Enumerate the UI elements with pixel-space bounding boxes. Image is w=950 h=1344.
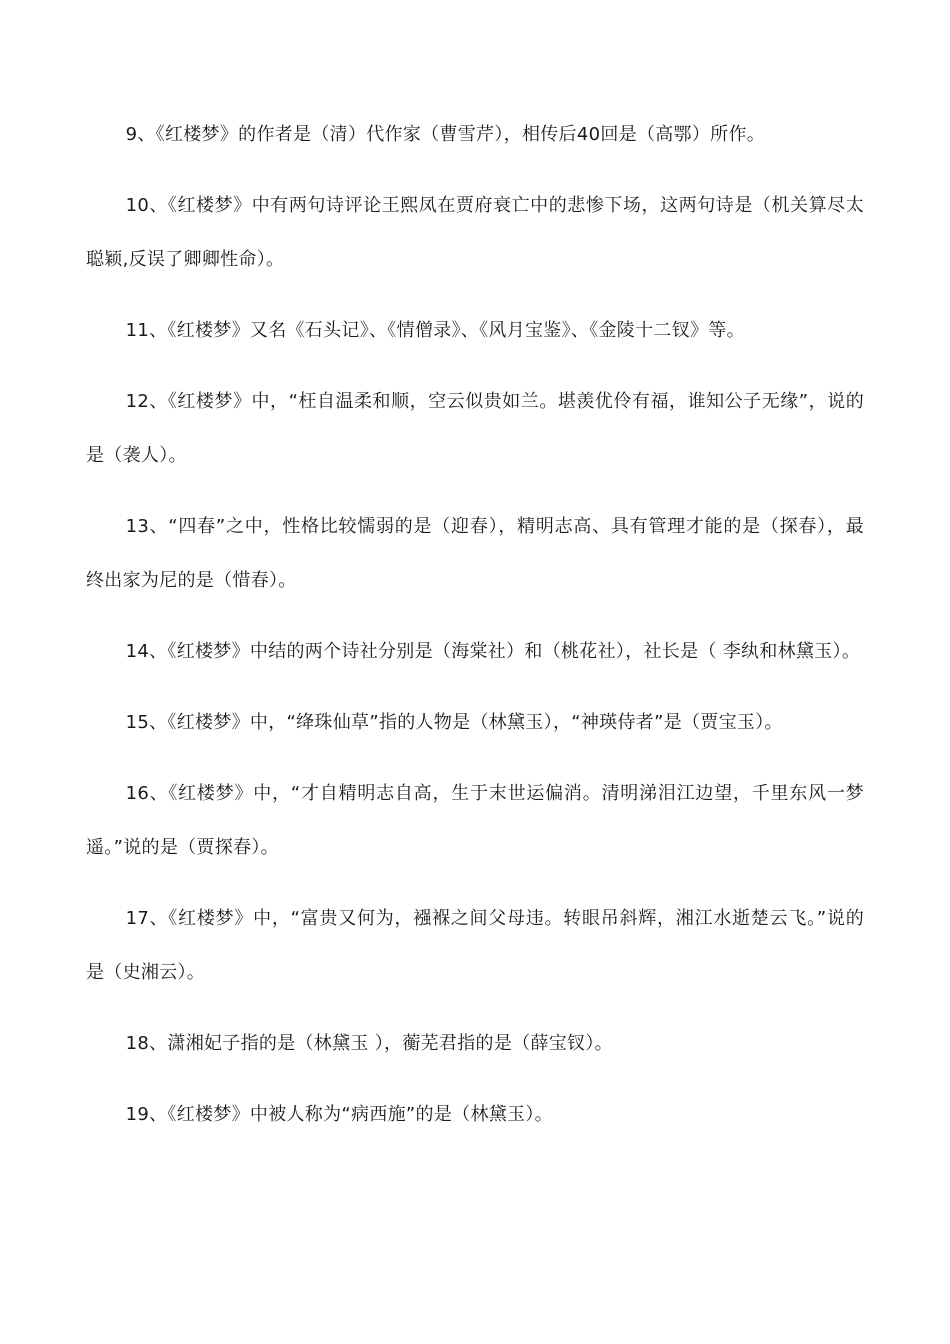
- paragraph-q10: 10、《红楼梦》中有两句诗评论王熙凤在贾府衰亡中的悲惨下场，这两句诗是（机关算尽太聪颖,反误了卿卿性命）。: [86, 195, 864, 270]
- paragraph-q18: 18、潇湘妃子指的是（林黛玉 ），蘅芜君指的是（薛宝钗）。: [125, 1033, 613, 1054]
- paragraph-q11: 11、《红楼梦》又名《石头记》、《情僧录》、《风月宝鉴》、《金陵十二钗》等。: [125, 320, 745, 341]
- paragraph-q12: 12、《红楼梦》中，“枉自温柔和顺，空云似贵如兰。堪羡优伶有福，谁知公子无缘”，说的是（袭人）。: [86, 391, 864, 466]
- paragraph-q13: 13、“四春”之中，性格比较懦弱的是（迎春），精明志高、具有管理才能的是（探春），最终出家为尼的是（惜春）。: [86, 516, 864, 591]
- paragraph-q9: 9、《红楼梦》的作者是（清）代作家（曹雪芹），相传后40回是（高鄂）所作。: [125, 124, 766, 145]
- paragraph-q15: 15、《红楼梦》中，“绛珠仙草”指的人物是（林黛玉），“神瑛侍者”是（贾宝玉）。: [125, 712, 783, 733]
- paragraph-q16: 16、《红楼梦》中，“才自精明志自高，生于末世运偏消。清明涕泪江边望，千里东风一梦遥。”说的是（贾探春）。: [86, 783, 864, 858]
- document-body: [86, 108, 864, 1159]
- paragraph-q14: 14、《红楼梦》中结的两个诗社分别是（海棠社）和（桃花社），社长是（ 李纨和林黛玉）。: [125, 641, 861, 662]
- paragraph-q17: 17、《红楼梦》中，“富贵又何为，襁褓之间父母违。转眼吊斜辉，湘江水逝楚云飞。”说的是（史湘云）。: [86, 908, 864, 983]
- paragraph-q19: 19、《红楼梦》中被人称为“病西施”的是（林黛玉）。: [125, 1104, 553, 1125]
